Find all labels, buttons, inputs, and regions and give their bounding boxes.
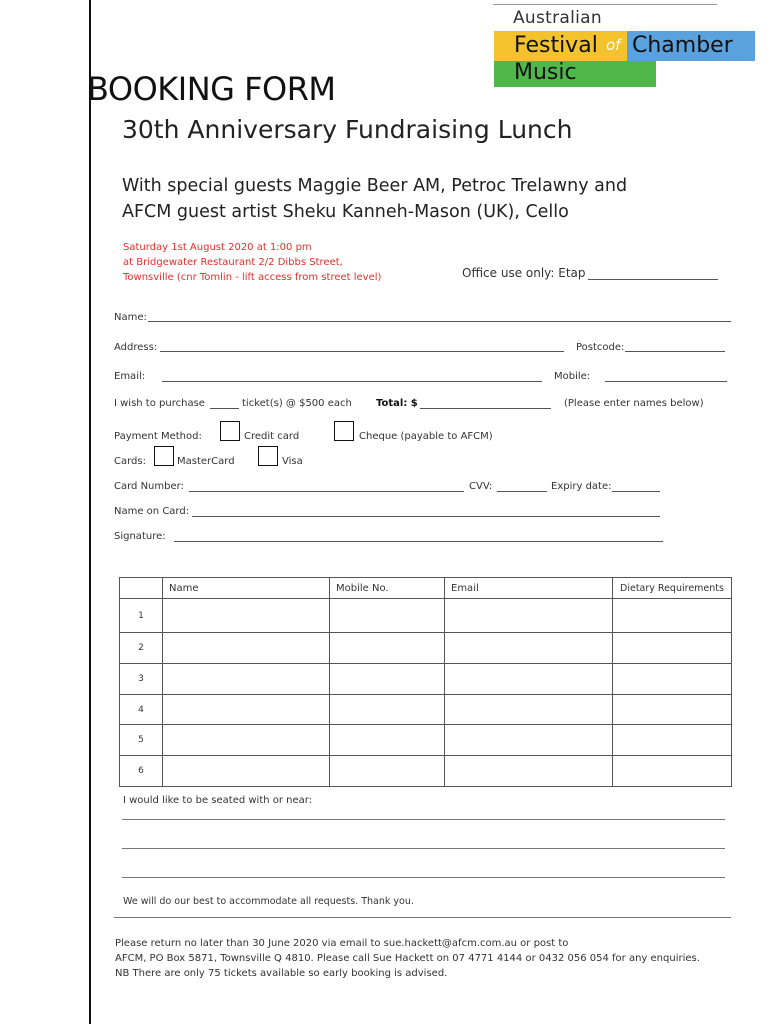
guest-dietary-cell[interactable] xyxy=(613,725,732,756)
postcode-label: Postcode: xyxy=(576,342,625,353)
guest-mobile-cell[interactable] xyxy=(330,633,445,664)
guest-email-cell[interactable] xyxy=(445,599,613,633)
guest-dietary-cell[interactable] xyxy=(613,599,732,633)
guest-name-cell[interactable] xyxy=(163,633,330,664)
office-etap-field[interactable] xyxy=(588,279,718,280)
address-label: Address: xyxy=(114,342,158,353)
table-row xyxy=(120,725,732,756)
guest-email-cell[interactable] xyxy=(445,725,613,756)
mobile-label: Mobile: xyxy=(554,371,591,382)
mobile-field[interactable] xyxy=(605,381,727,382)
row-number: 1 xyxy=(120,599,163,633)
guest-names-table xyxy=(119,577,732,787)
table-header-dietary: Dietary Requirements xyxy=(613,578,732,599)
seating-field-line[interactable] xyxy=(122,848,725,849)
mastercard-label: MasterCard xyxy=(177,456,235,467)
signature-label: Signature: xyxy=(114,531,166,542)
event-location: Townsville (cnr Tomlin - lift access from street level) xyxy=(123,272,382,283)
special-guests-line2: AFCM guest artist Sheku Kanneh-Mason (UK), Cello xyxy=(122,202,569,222)
table-row xyxy=(120,695,732,725)
special-guests xyxy=(122,173,627,225)
cheque-label: Cheque (payable to AFCM) xyxy=(359,431,493,442)
guest-mobile-cell[interactable] xyxy=(330,725,445,756)
name-on-card-field[interactable] xyxy=(192,516,660,517)
card-number-field[interactable] xyxy=(189,491,464,492)
expiry-field[interactable] xyxy=(612,491,660,492)
table-header-number xyxy=(120,578,163,599)
table-header-mobile: Mobile No. xyxy=(330,578,445,599)
table-row xyxy=(120,599,732,633)
guest-name-cell[interactable] xyxy=(163,664,330,695)
special-guests-line1: With special guests Maggie Beer AM, Petroc Trelawny and xyxy=(122,176,628,196)
event-date: Saturday 1st August 2020 at 1:00 pm xyxy=(123,242,312,253)
row-number: 4 xyxy=(120,695,163,725)
guest-mobile-cell[interactable] xyxy=(330,756,445,787)
total-label: Total: $ xyxy=(376,398,418,409)
email-label: Email: xyxy=(114,371,146,382)
row-number: 6 xyxy=(120,756,163,787)
signature-field[interactable] xyxy=(174,541,663,542)
logo-festival: Festival xyxy=(514,33,598,58)
row-number: 3 xyxy=(120,664,163,695)
row-number: 2 xyxy=(120,633,163,664)
name-on-card-label: Name on Card: xyxy=(114,506,190,517)
guest-email-cell[interactable] xyxy=(445,633,613,664)
guest-dietary-cell[interactable] xyxy=(613,756,732,787)
section-divider xyxy=(114,917,731,918)
guest-email-cell[interactable] xyxy=(445,756,613,787)
logo-of: of xyxy=(606,36,621,54)
row-number: 5 xyxy=(120,725,163,756)
guest-mobile-cell[interactable] xyxy=(330,599,445,633)
mastercard-checkbox[interactable] xyxy=(154,446,174,466)
guest-name-cell[interactable] xyxy=(163,695,330,725)
seating-note: We will do our best to accommodate all requests. Thank you. xyxy=(123,896,414,907)
credit-card-checkbox[interactable] xyxy=(220,421,240,441)
guest-name-cell[interactable] xyxy=(163,725,330,756)
logo-chamber: Chamber xyxy=(632,33,733,58)
card-number-label: Card Number: xyxy=(114,481,184,492)
guest-mobile-cell[interactable] xyxy=(330,664,445,695)
event-details xyxy=(123,240,381,285)
guest-dietary-cell[interactable] xyxy=(613,695,732,725)
names-note: (Please enter names below) xyxy=(564,398,704,409)
postcode-field[interactable] xyxy=(625,351,725,352)
name-field[interactable] xyxy=(148,321,731,322)
logo-australian: Australian xyxy=(513,8,602,28)
guest-dietary-cell[interactable] xyxy=(613,664,732,695)
guest-dietary-cell[interactable] xyxy=(613,633,732,664)
event-venue: at Bridgewater Restaurant 2/2 Dibbs Street, xyxy=(123,257,343,268)
seating-field-line[interactable] xyxy=(122,819,725,820)
expiry-label: Expiry date: xyxy=(551,481,612,492)
email-field[interactable] xyxy=(162,381,542,382)
purchase-label: I wish to purchase xyxy=(114,398,205,409)
guest-email-cell[interactable] xyxy=(445,695,613,725)
cvv-field[interactable] xyxy=(497,491,547,492)
ticket-price-label: ticket(s) @ $500 each xyxy=(242,398,352,409)
total-field[interactable] xyxy=(420,408,551,409)
cheque-checkbox[interactable] xyxy=(334,421,354,441)
footer-instructions xyxy=(115,936,700,981)
address-field[interactable] xyxy=(160,351,564,352)
footer-line3: NB There are only 75 tickets available so early booking is advised. xyxy=(115,968,448,979)
payment-method-label: Payment Method: xyxy=(114,431,202,442)
ticket-quantity-field[interactable] xyxy=(210,408,239,409)
logo-top-rule xyxy=(493,4,717,5)
table-row xyxy=(120,664,732,695)
name-label: Name: xyxy=(114,312,147,323)
seating-label: I would like to be seated with or near: xyxy=(123,795,313,806)
guest-mobile-cell[interactable] xyxy=(330,695,445,725)
table-header-row xyxy=(120,578,732,599)
page-subtitle: 30th Anniversary Fundraising Lunch xyxy=(122,115,573,144)
guest-email-cell[interactable] xyxy=(445,664,613,695)
table-row xyxy=(120,756,732,787)
footer-line2: AFCM, PO Box 5871, Townsville Q 4810. Please call Sue Hackett on 07 4771 4144 or 0432 056 054 for any enquiries. xyxy=(115,953,700,964)
left-margin-rule xyxy=(89,0,91,1024)
logo-music: Music xyxy=(514,60,577,85)
guest-name-cell[interactable] xyxy=(163,756,330,787)
cvv-label: CVV: xyxy=(469,481,493,492)
credit-card-label: Credit card xyxy=(244,431,300,442)
footer-line1: Please return no later than 30 June 2020 via email to sue.hackett@afcm.com.au or post to xyxy=(115,938,569,949)
office-use-label: Office use only: Etap xyxy=(462,266,586,280)
table-header-email: Email xyxy=(445,578,613,599)
cards-label: Cards: xyxy=(114,456,146,467)
visa-checkbox[interactable] xyxy=(258,446,278,466)
seating-field-line[interactable] xyxy=(122,877,725,878)
table-header-name: Name xyxy=(163,578,330,599)
guest-name-cell[interactable] xyxy=(163,599,330,633)
page-title: BOOKING FORM xyxy=(87,70,336,108)
table-row xyxy=(120,633,732,664)
visa-label: Visa xyxy=(282,456,303,467)
